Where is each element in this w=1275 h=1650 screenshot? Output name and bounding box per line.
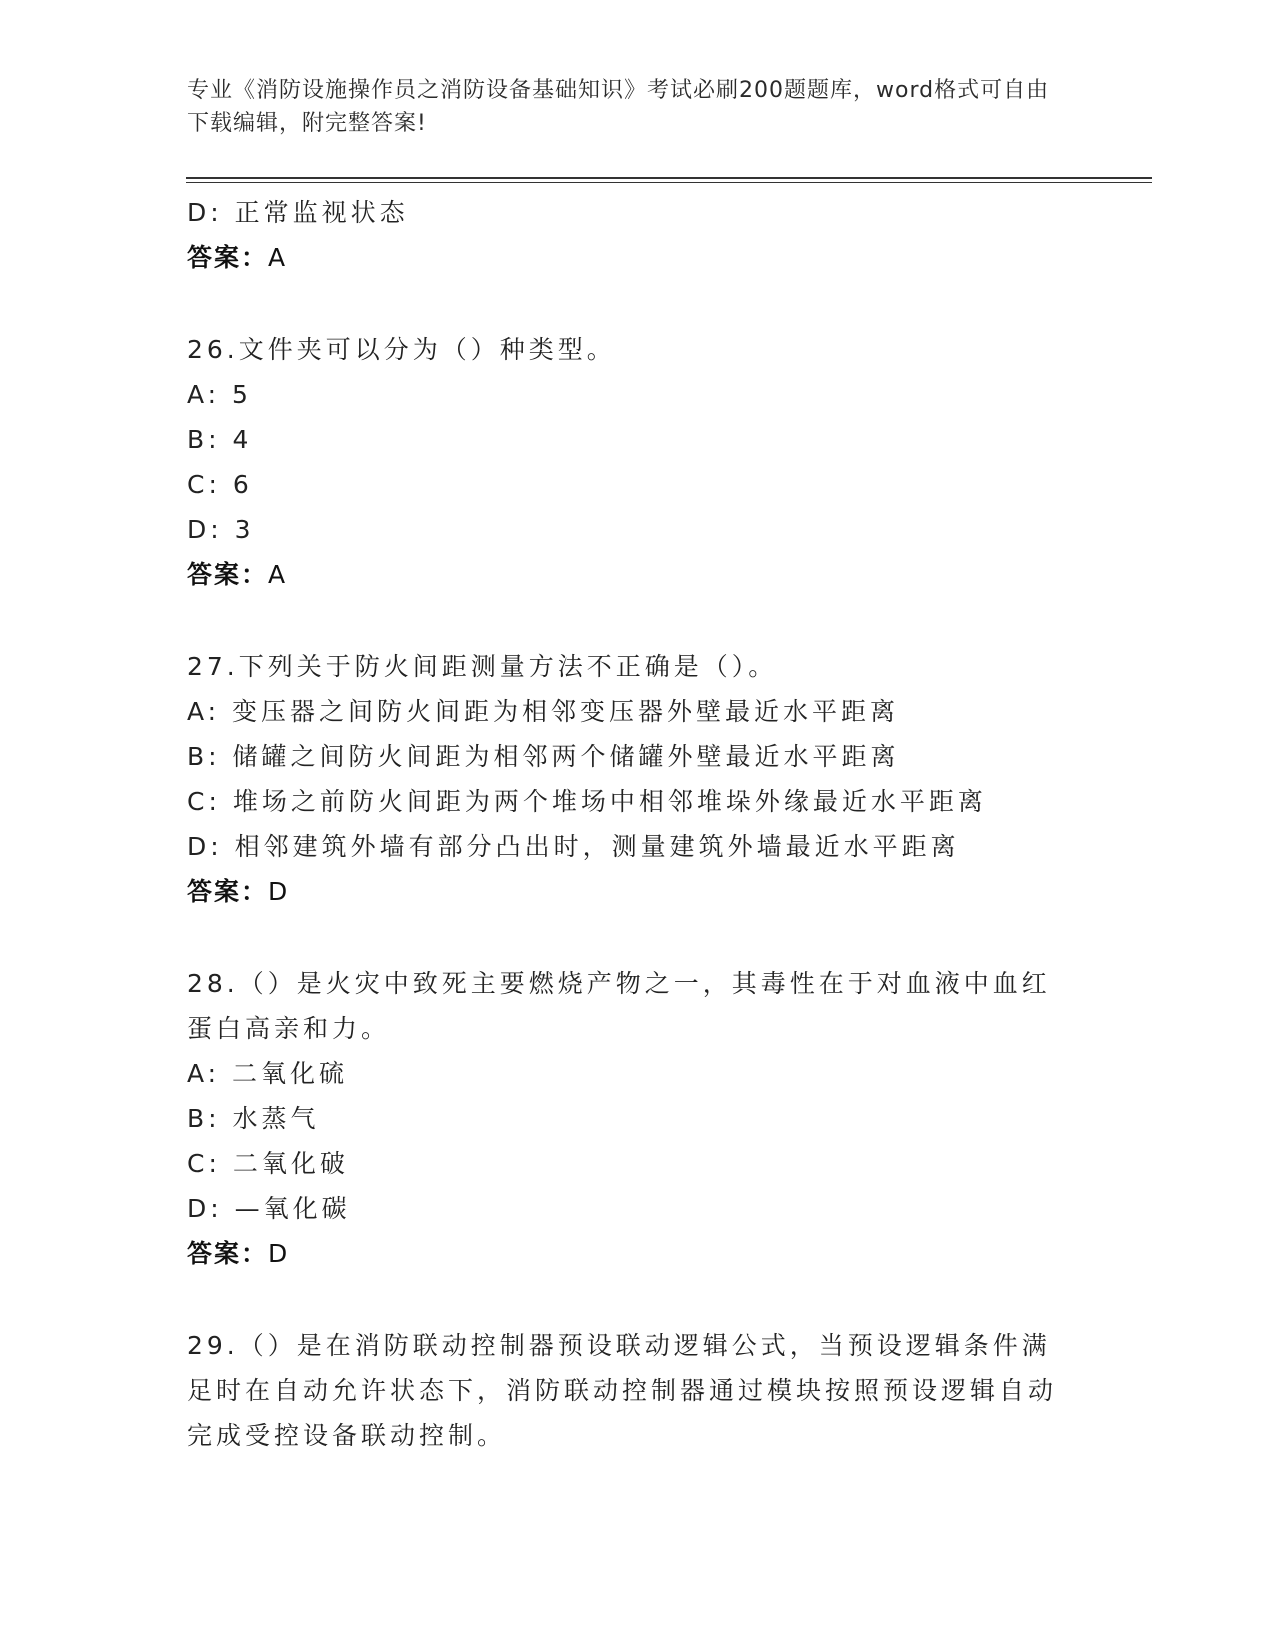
page-header: 专业《消防设施操作员之消防设备基础知识》考试必刷200题题库，word格式可自由下载编辑，附完整答案! bbox=[187, 78, 1050, 136]
question-stem: 29.（）是在消防联动控制器预设联动逻辑公式，当预设逻辑条件满足时在自动允许状态下，消防联动控制器通过模块按照预设逻辑自动完成受控设备联动控制。 bbox=[187, 1331, 1058, 1450]
answer-label: 答案： bbox=[187, 560, 269, 589]
answer-line bbox=[187, 869, 1087, 914]
answer-value: D bbox=[268, 1239, 290, 1268]
answer-line bbox=[187, 1231, 1087, 1276]
answer-value: A bbox=[268, 560, 288, 589]
option-c: C: 二氧化破 bbox=[187, 1149, 349, 1178]
question-content bbox=[187, 190, 1087, 1458]
option-d: D: 相邻建筑外墙有部分凸出时，测量建筑外墙最近水平距离 bbox=[187, 832, 960, 861]
option-b: B: 水蒸气 bbox=[187, 1104, 320, 1133]
question-stem: 27.下列关于防火间距测量方法不正确是（）。 bbox=[187, 652, 778, 681]
option-a: A: 二氧化硫 bbox=[187, 1059, 349, 1088]
question-stem: 26.文件夹可以分为（）种类型。 bbox=[187, 335, 616, 364]
option-a: A: 变压器之间防火间距为相邻变压器外壁最近水平距离 bbox=[187, 697, 900, 726]
answer-label: 答案： bbox=[187, 243, 269, 272]
answer-value: A bbox=[268, 243, 288, 272]
answer-value: D bbox=[268, 877, 290, 906]
answer-line bbox=[187, 552, 1087, 597]
option-c: C: 堆场之前防火间距为两个堆场中相邻堆垛外缘最近水平距离 bbox=[187, 787, 987, 816]
option-a: A: 5 bbox=[187, 380, 252, 409]
answer-label: 答案： bbox=[187, 877, 269, 906]
answer-label: 答案： bbox=[187, 1239, 269, 1268]
answer-line bbox=[187, 235, 1087, 280]
option-d: D: 正常监视状态 bbox=[187, 198, 409, 227]
header-divider bbox=[186, 177, 1152, 183]
option-d: D: 3 bbox=[187, 515, 255, 544]
option-b: B: 储罐之间防火间距为相邻两个储罐外壁最近水平距离 bbox=[187, 742, 900, 771]
option-d: D: —氧化碳 bbox=[187, 1194, 351, 1223]
question-stem: 28.（）是火灾中致死主要燃烧产物之一，其毒性在于对血液中血红蛋白高亲和力。 bbox=[187, 969, 1051, 1043]
option-b: B: 4 bbox=[187, 425, 253, 454]
option-c: C: 6 bbox=[187, 470, 253, 499]
